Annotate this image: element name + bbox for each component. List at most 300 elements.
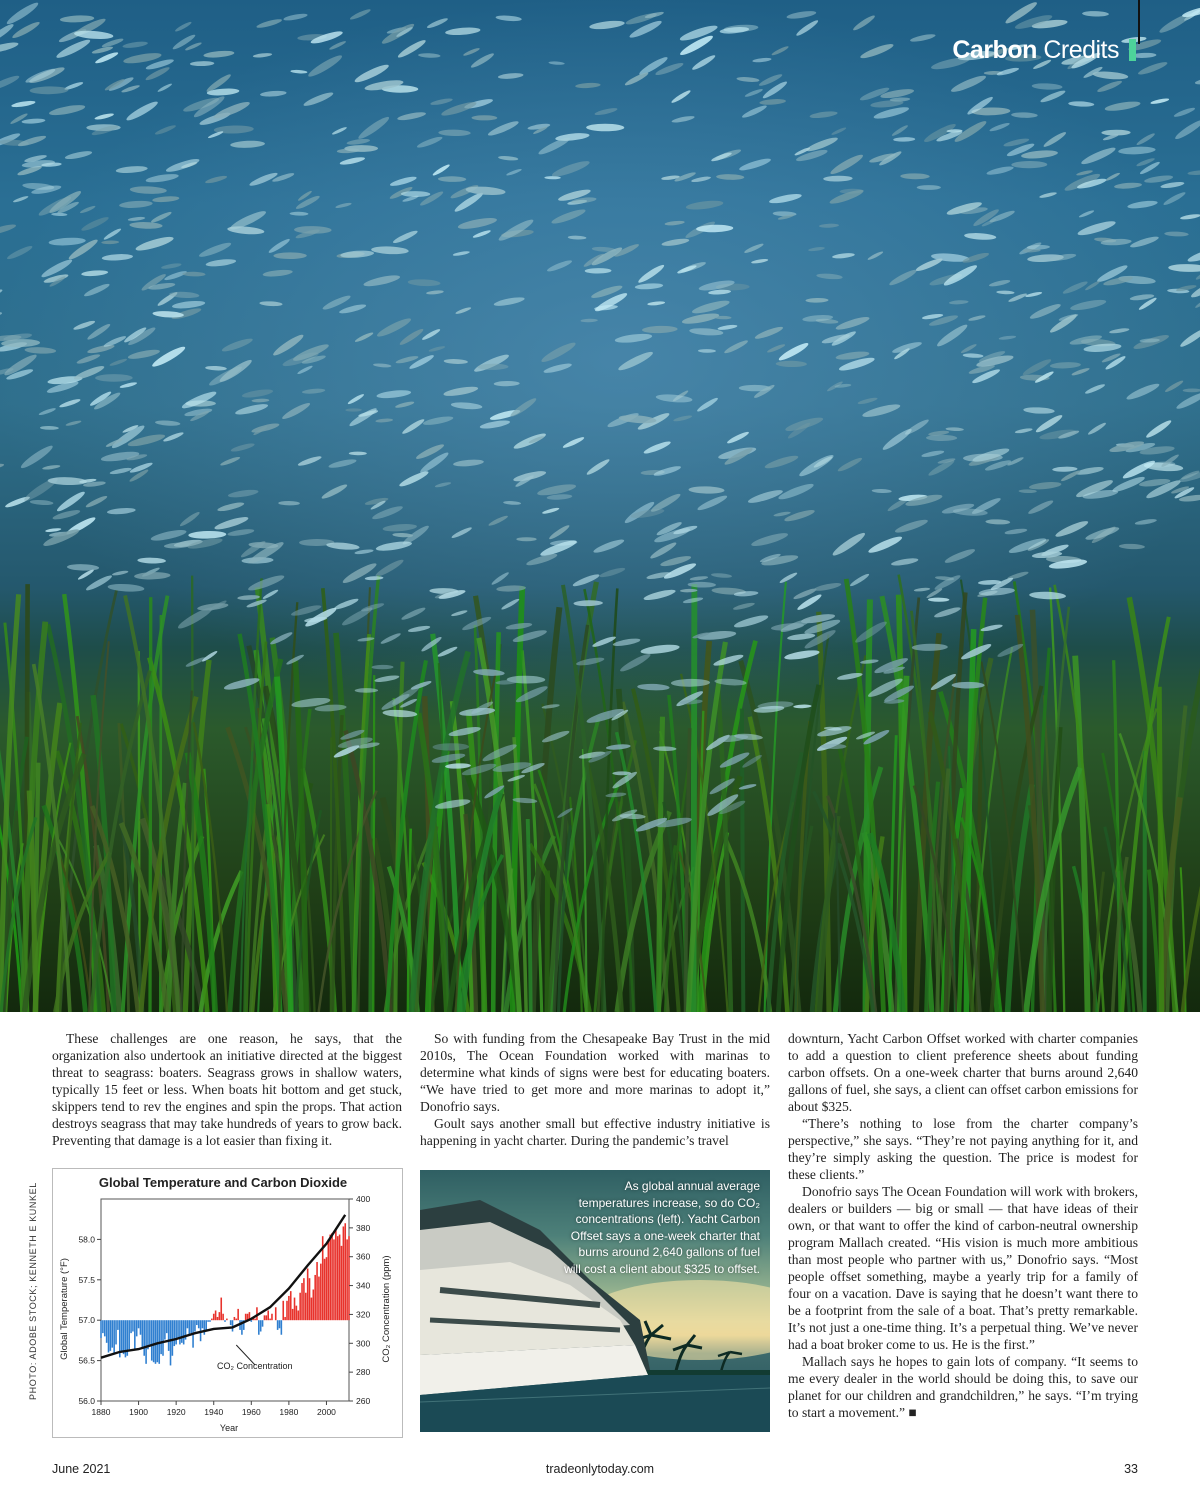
fish	[1027, 499, 1054, 516]
fish	[169, 291, 199, 299]
temperature-bar	[209, 1320, 211, 1322]
x-tick-label: 1920	[166, 1407, 186, 1417]
fish	[150, 344, 187, 369]
temperature-bar	[313, 1290, 315, 1321]
fish	[45, 527, 61, 532]
fish	[205, 258, 236, 268]
fish	[247, 573, 286, 593]
fish	[726, 430, 750, 445]
fish	[1052, 466, 1077, 472]
fish	[152, 310, 184, 318]
fish	[1144, 174, 1174, 184]
temperature-bar	[217, 1317, 219, 1320]
temperature-bar	[104, 1320, 106, 1336]
temperature-bar	[318, 1277, 320, 1321]
temperature-bar	[269, 1319, 271, 1321]
fish	[251, 398, 269, 402]
fish	[837, 456, 864, 473]
fish	[764, 453, 800, 470]
fish	[661, 237, 690, 247]
temperature-bar	[110, 1320, 112, 1351]
fish	[619, 652, 652, 674]
fish	[1068, 101, 1094, 107]
temperature-bar	[341, 1246, 343, 1320]
temperature-bar	[108, 1320, 110, 1352]
temperature-bar	[130, 1320, 132, 1333]
fish	[928, 597, 949, 601]
fish	[550, 207, 586, 226]
fish	[586, 124, 624, 132]
fish	[331, 126, 347, 136]
temperature-bar	[134, 1320, 136, 1349]
fish	[1084, 280, 1101, 292]
temperature-bar	[303, 1278, 305, 1320]
fish	[664, 220, 685, 226]
fish	[691, 298, 731, 316]
fish	[1032, 83, 1063, 91]
section-tag	[952, 36, 1136, 65]
fish	[655, 393, 692, 403]
fish	[157, 82, 173, 93]
fish	[85, 494, 108, 509]
fish	[910, 33, 937, 43]
temperature-bar	[128, 1320, 130, 1349]
fish	[85, 573, 114, 592]
fish	[733, 613, 769, 630]
fish	[576, 656, 605, 667]
seagrass-blade	[890, 735, 896, 1012]
temperature-bar	[344, 1223, 346, 1320]
paragraph: These challenges are one reason, he says, that the organization also undertook an initiative directed at the biggest threat to seagrass: boaters. Seagrass grows in shallow waters, typically 15 feet or less. When boats hit bottom and get stuck, skippers tend to rev the engines and spin the props. That action destroys seagrass that may take hundreds of years to grow back. Preventing that damage is a lot easier than fixing it.	[52, 1031, 402, 1148]
fish	[150, 210, 172, 224]
temperature-bar	[299, 1293, 301, 1320]
article-column-3	[788, 1030, 1138, 1421]
fish	[986, 165, 1014, 177]
fish	[637, 683, 670, 690]
temperature-bar	[346, 1239, 348, 1320]
fish	[103, 334, 127, 348]
fish	[0, 311, 3, 320]
fish	[134, 572, 171, 580]
fish	[103, 227, 122, 241]
temperature-bar	[284, 1317, 286, 1320]
fish	[426, 17, 449, 30]
fish	[681, 311, 720, 325]
temperature-bar	[194, 1320, 196, 1331]
temperature-bar	[328, 1239, 330, 1320]
fish	[688, 486, 724, 494]
fish	[375, 316, 412, 340]
fish	[297, 455, 322, 468]
temperature-bar	[219, 1312, 221, 1320]
seagrass-blade	[192, 576, 193, 1012]
fish	[11, 20, 41, 41]
fish	[451, 609, 468, 617]
fish	[451, 401, 483, 410]
temperature-bar	[311, 1298, 313, 1321]
fish	[1078, 209, 1094, 218]
fish	[48, 103, 86, 117]
fish	[771, 45, 790, 57]
temperature-bar	[290, 1291, 292, 1320]
fish	[1118, 146, 1156, 155]
fish	[968, 314, 986, 322]
fish	[786, 10, 817, 21]
temperature-bar	[102, 1320, 104, 1333]
fish	[835, 315, 871, 332]
fish	[733, 601, 756, 611]
fish	[996, 290, 1014, 294]
fish	[717, 324, 737, 331]
fish	[165, 157, 201, 175]
temperature-bar	[307, 1268, 309, 1320]
fish	[696, 493, 728, 512]
fish	[493, 296, 525, 308]
chart-x-axis-label: Year	[219, 1423, 239, 1433]
fish	[779, 571, 798, 584]
fish	[999, 335, 1017, 341]
paragraph: Goult says another small but effective industry initiative is happening in yacht charter. During the pandemic’s travel	[420, 1116, 770, 1148]
fish	[696, 396, 719, 413]
fish	[921, 449, 945, 458]
fish	[675, 689, 704, 708]
fish	[365, 576, 384, 581]
fish	[109, 467, 132, 476]
fish	[617, 349, 655, 373]
fish	[335, 202, 352, 209]
fish	[1194, 76, 1200, 86]
fish	[752, 57, 772, 63]
fish	[488, 514, 509, 527]
fish	[1025, 291, 1043, 298]
fish	[329, 40, 347, 51]
temperature-bar	[282, 1301, 284, 1320]
fish	[793, 704, 811, 708]
fish	[0, 22, 15, 46]
fish	[155, 420, 181, 427]
fish	[1160, 181, 1185, 190]
fish	[80, 215, 110, 233]
fish	[575, 82, 601, 88]
fish	[401, 417, 426, 435]
fish	[283, 12, 308, 21]
fish	[376, 389, 411, 400]
fish	[127, 348, 160, 361]
temperature-bar	[258, 1320, 260, 1335]
fish	[119, 200, 153, 209]
temperature-bar	[123, 1320, 125, 1354]
fish	[374, 674, 400, 683]
fish	[1127, 199, 1158, 210]
fish	[398, 327, 425, 347]
fish	[338, 303, 366, 315]
fish	[540, 340, 578, 365]
fish	[1076, 219, 1116, 238]
fish	[302, 388, 326, 395]
fish	[30, 86, 69, 94]
temperature-bar	[166, 1320, 168, 1333]
temperature-bar	[202, 1320, 204, 1328]
fish	[643, 588, 677, 602]
fish	[857, 396, 878, 405]
fish	[964, 232, 997, 240]
section-tag-bold: Carbon	[952, 36, 1037, 64]
fish	[1019, 489, 1037, 493]
fish	[11, 100, 36, 109]
fish	[550, 540, 578, 547]
fish	[1050, 362, 1081, 369]
fish	[349, 452, 367, 456]
fish	[145, 172, 179, 184]
fish	[935, 322, 969, 349]
fish	[1029, 481, 1062, 491]
y2-tick-label: 320	[356, 1309, 371, 1320]
fish	[241, 388, 273, 399]
temperature-bar	[143, 1320, 145, 1356]
fish	[83, 282, 111, 298]
seagrass-blade	[528, 819, 531, 1012]
temperature-bar	[187, 1320, 189, 1328]
temperature-bar	[277, 1320, 279, 1330]
fish	[1119, 543, 1145, 549]
fish	[115, 165, 147, 174]
temperature-bar	[292, 1309, 294, 1320]
x-tick-label: 1940	[204, 1407, 224, 1417]
temperature-bar	[331, 1233, 333, 1320]
fish	[548, 61, 564, 65]
temperature-bar	[172, 1320, 174, 1356]
paragraph: So with funding from the Chesapeake Bay Trust in the mid 2010s, The Ocean Foundation worked with marinas to determine what kinds of signs were best for educating boaters. “We have tried to get more and more marinas to adopt it,” Donofrio says.	[420, 1031, 770, 1114]
fish	[24, 347, 56, 355]
fish	[443, 385, 479, 398]
fish	[418, 53, 441, 58]
fish	[227, 528, 254, 537]
fish	[326, 541, 360, 550]
fish	[102, 253, 134, 261]
fish	[453, 459, 484, 468]
fish	[344, 145, 378, 152]
fish	[346, 138, 370, 146]
temperature-bar	[254, 1319, 256, 1321]
fish	[129, 222, 162, 230]
fish	[22, 182, 54, 191]
fish	[360, 602, 384, 613]
fish	[354, 549, 374, 555]
temperature-bar	[160, 1320, 162, 1354]
fish	[867, 534, 904, 555]
y-tick-label: 56.0	[78, 1396, 95, 1406]
seagrass-blade	[547, 871, 548, 1012]
fish	[267, 237, 291, 255]
fish	[915, 256, 944, 273]
fish	[829, 152, 865, 177]
fish	[1062, 280, 1089, 296]
top-rule	[1138, 0, 1140, 44]
fish	[94, 112, 114, 121]
fish	[408, 353, 435, 371]
fish	[773, 511, 791, 518]
fish	[891, 340, 922, 355]
fish	[152, 195, 180, 203]
fish	[784, 415, 824, 434]
fish	[259, 301, 282, 307]
fish	[426, 290, 444, 295]
fish	[428, 345, 445, 353]
paragraph: “There’s nothing to lose from the charter company’s perspective,” she says. “They’re not paying anything for it, and they’re simply asking the question. The price is modest for these clients.”	[788, 1116, 1138, 1182]
temperature-bar	[267, 1311, 269, 1321]
fish	[506, 168, 522, 177]
fish	[1049, 252, 1076, 262]
fish	[624, 71, 650, 88]
fish	[912, 643, 948, 651]
fish	[891, 124, 909, 137]
fish	[451, 526, 473, 540]
photo-credit: PHOTO: ADOBE STOCK; KENNETH E KUNKEL	[28, 1182, 38, 1400]
chart-title: Global Temperature and Carbon Dioxide	[98, 1175, 348, 1190]
fish	[110, 423, 147, 451]
fish	[217, 501, 245, 513]
fish	[13, 195, 29, 203]
temperature-bar	[149, 1320, 151, 1344]
fish	[643, 439, 672, 455]
fish	[1054, 519, 1090, 540]
fish	[690, 575, 709, 581]
yacht-photo	[420, 1170, 770, 1432]
fish	[197, 602, 229, 612]
fish	[933, 606, 961, 620]
fish	[551, 158, 591, 179]
fish	[1069, 298, 1107, 313]
fish	[220, 455, 241, 466]
fish	[38, 407, 56, 416]
fish	[1173, 106, 1196, 118]
fish	[671, 115, 695, 124]
paragraph: Donofrio says The Ocean Foundation will work with brokers, dealers or builders — big or small — that have ideas of their own, or that want to offer the kind of carbon-neutral ownership program Mallach created. “His vision is much more ambitious than most people who partner with us,” Donofrio says. “Most people offset something, maybe a yearly trip for a family of four on a vacation. Dave is saying that he doesn’t want there to be a footprint from the sale of a boat. That’s pretty remarkable. It’s not just a one-time thing. It’s a perpetual thing. We’ve never had a boat broker come to us. He is the first.”	[788, 1184, 1138, 1352]
fish	[537, 135, 571, 157]
fish	[580, 318, 598, 322]
fish	[716, 174, 744, 180]
fish	[743, 242, 764, 254]
fish	[79, 205, 96, 215]
fish	[109, 358, 128, 368]
fish	[457, 216, 498, 231]
fish	[490, 571, 509, 586]
temperature-bar	[281, 1320, 283, 1335]
fish	[260, 90, 287, 97]
fish	[230, 140, 265, 148]
seagrass-blade	[1159, 687, 1161, 1012]
chart-svg	[53, 1169, 402, 1437]
temperature-bar	[251, 1320, 253, 1322]
temperature-bar	[157, 1320, 159, 1362]
fish	[849, 572, 870, 587]
fish	[859, 42, 895, 61]
fish	[813, 581, 841, 592]
y2-tick-label: 380	[356, 1222, 371, 1233]
temperature-bar	[245, 1314, 247, 1320]
fish	[213, 515, 249, 532]
fish	[546, 258, 573, 273]
fish	[1080, 145, 1117, 167]
fish	[453, 250, 471, 256]
fish	[1186, 244, 1200, 264]
temperature-bar	[113, 1320, 115, 1354]
temperature-bar	[294, 1298, 296, 1321]
fish	[221, 336, 254, 353]
x-tick-label: 1900	[129, 1407, 149, 1417]
fish	[363, 273, 401, 288]
fish	[548, 523, 571, 540]
fish	[203, 50, 234, 59]
fish	[950, 73, 988, 95]
fish	[174, 21, 192, 33]
fish	[783, 508, 815, 523]
fish	[128, 216, 146, 221]
fish	[262, 269, 293, 278]
fish	[154, 124, 176, 136]
temperature-bar	[164, 1320, 166, 1339]
fish	[74, 30, 114, 41]
fish	[503, 501, 521, 506]
fish	[437, 645, 458, 658]
fish	[795, 18, 820, 37]
fish	[861, 402, 901, 420]
temperature-bar	[343, 1226, 345, 1320]
fish	[119, 381, 137, 389]
fish	[162, 431, 184, 443]
fish	[881, 426, 914, 452]
fish	[1029, 302, 1063, 322]
temperature-bar	[326, 1257, 328, 1320]
fish	[180, 389, 217, 411]
fish	[397, 111, 427, 122]
fish	[498, 72, 524, 79]
fish	[890, 97, 911, 102]
fish	[278, 501, 300, 506]
fish	[230, 442, 255, 453]
fish	[670, 89, 691, 105]
x-tick-label: 1880	[91, 1407, 111, 1417]
fish	[81, 269, 108, 276]
fish	[831, 126, 847, 136]
fish	[164, 269, 188, 281]
fish	[416, 135, 443, 150]
fish	[944, 547, 977, 565]
fish	[349, 8, 371, 22]
fish	[1011, 112, 1038, 118]
fish	[1004, 528, 1027, 536]
temperature-bar	[314, 1275, 316, 1320]
fish	[373, 363, 392, 368]
fish	[400, 606, 426, 622]
fish	[894, 517, 929, 535]
temperature-bar	[170, 1320, 172, 1365]
fish	[562, 436, 585, 450]
fish	[421, 328, 441, 342]
temperature-bar	[175, 1320, 177, 1344]
fish	[542, 507, 560, 515]
fish	[900, 173, 929, 179]
fish	[473, 352, 511, 375]
fish	[471, 115, 497, 120]
fish	[290, 212, 309, 216]
fish	[809, 110, 838, 119]
fish	[134, 234, 174, 253]
fish	[942, 263, 979, 289]
temperature-bar	[111, 1320, 113, 1347]
fish	[754, 325, 784, 341]
temperature-bar	[140, 1320, 142, 1335]
